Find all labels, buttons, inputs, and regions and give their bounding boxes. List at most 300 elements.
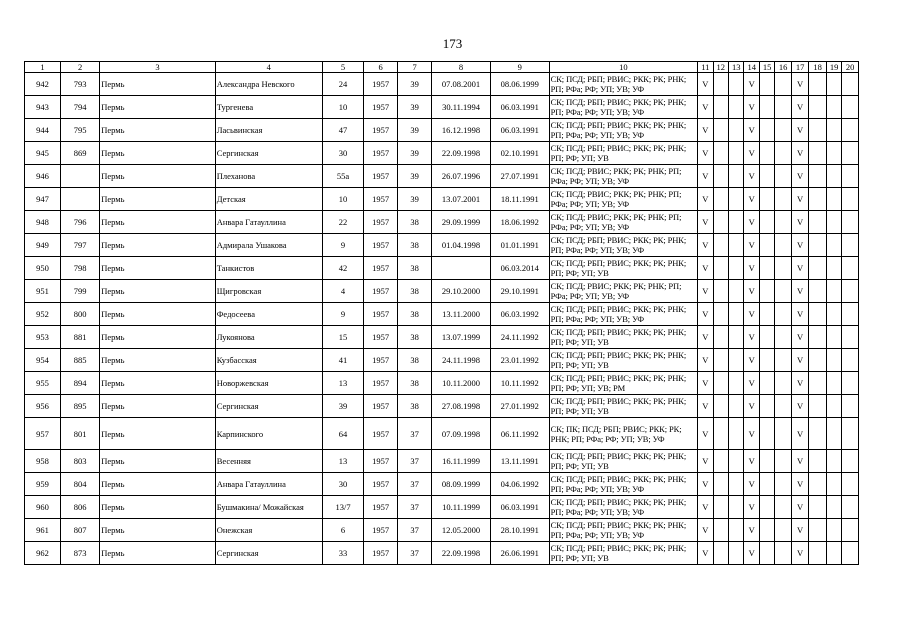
check-mark-cell: V: [698, 96, 713, 119]
column-header: 7: [398, 62, 432, 73]
check-mark-cell: V: [791, 542, 809, 565]
check-mark-cell: [842, 326, 859, 349]
check-mark-cell: [759, 450, 774, 473]
city-cell: Пермь: [100, 496, 215, 519]
check-mark-cell: [729, 119, 744, 142]
check-mark-cell: [713, 96, 728, 119]
street-cell: Анвара Гатауллина: [215, 211, 322, 234]
table-row: [25, 165, 859, 188]
street-cell: Весенняя: [215, 450, 322, 473]
check-mark-cell: V: [744, 257, 759, 280]
codes-cell: СК; ПСД; РБП; РВИС; РКК; РК; РНК; РП; РФа; РФ; УП; УВ; УФ: [549, 496, 697, 519]
year-cell: 1957: [364, 372, 398, 395]
check-mark-cell: [775, 257, 791, 280]
date-cell: 22.09.1998: [432, 542, 491, 565]
check-mark-cell: [775, 96, 791, 119]
column-7-cell: 38: [398, 234, 432, 257]
check-mark-cell: [775, 450, 791, 473]
check-mark-cell: [729, 326, 744, 349]
house-number: 9: [322, 234, 363, 257]
row-number: 944: [25, 119, 61, 142]
check-mark-cell: [713, 303, 728, 326]
city-cell: Пермь: [100, 326, 215, 349]
check-mark-cell: V: [744, 473, 759, 496]
check-mark-cell: V: [791, 188, 809, 211]
column-header: 5: [322, 62, 363, 73]
row-number: 946: [25, 165, 61, 188]
check-mark-cell: [809, 542, 827, 565]
date-cell: 27.07.1991: [490, 165, 549, 188]
check-mark-cell: [759, 257, 774, 280]
codes-cell: СК; ПСД; РБП; РВИС; РКК; РК; РНК; РП; РФа; РФ; УП; УВ; УФ: [549, 519, 697, 542]
street-cell: Онежская: [215, 519, 322, 542]
table-row: [25, 96, 859, 119]
check-mark-cell: [759, 280, 774, 303]
check-mark-cell: [809, 395, 827, 418]
street-cell: Танкистов: [215, 257, 322, 280]
codes-cell: СК; ПСД; РБП; РВИС; РКК; РК; РНК; РП; РФ; УП; УВ: [549, 395, 697, 418]
column-7-cell: 39: [398, 119, 432, 142]
check-mark-cell: V: [791, 473, 809, 496]
check-mark-cell: [775, 188, 791, 211]
check-mark-cell: [809, 519, 827, 542]
check-mark-cell: [775, 234, 791, 257]
check-mark-cell: V: [698, 211, 713, 234]
column-7-cell: 37: [398, 496, 432, 519]
check-mark-cell: [713, 372, 728, 395]
check-mark-cell: [775, 326, 791, 349]
row-number: 950: [25, 257, 61, 280]
table-row: [25, 372, 859, 395]
check-mark-cell: V: [791, 349, 809, 372]
check-mark-cell: V: [744, 188, 759, 211]
check-mark-cell: [826, 119, 841, 142]
year-cell: 1957: [364, 257, 398, 280]
codes-cell: СК; ПСД; РВИС; РКК; РК; РНК; РП; РФа; РФ; УП; УВ; УФ: [549, 188, 697, 211]
street-cell: Лукоянова: [215, 326, 322, 349]
street-cell: Анвара Гатауллина: [215, 473, 322, 496]
check-mark-cell: [809, 142, 827, 165]
year-cell: 1957: [364, 119, 398, 142]
year-cell: 1957: [364, 96, 398, 119]
check-mark-cell: V: [744, 519, 759, 542]
check-mark-cell: V: [791, 418, 809, 450]
house-number: 6: [322, 519, 363, 542]
record-number: 895: [61, 395, 100, 418]
city-cell: Пермь: [100, 165, 215, 188]
check-mark-cell: [713, 542, 728, 565]
check-mark-cell: [759, 326, 774, 349]
check-mark-cell: [842, 542, 859, 565]
house-number: 30: [322, 473, 363, 496]
check-mark-cell: [759, 142, 774, 165]
codes-cell: СК; ПСД; РВИС; РКК; РК; РНК; РП; РФа; РФ; УП; УВ; УФ: [549, 165, 697, 188]
check-mark-cell: V: [791, 372, 809, 395]
table-row: [25, 142, 859, 165]
check-mark-cell: [826, 542, 841, 565]
year-cell: 1957: [364, 165, 398, 188]
column-7-cell: 38: [398, 211, 432, 234]
column-7-cell: 37: [398, 450, 432, 473]
date-cell: 13.11.2000: [432, 303, 491, 326]
year-cell: 1957: [364, 349, 398, 372]
record-number: 881: [61, 326, 100, 349]
codes-cell: СК; ПСД; РБП; РВИС; РКК; РК; РНК; РП; РФа; РФ; УП; УВ; УФ: [549, 119, 697, 142]
check-mark-cell: [809, 165, 827, 188]
year-cell: 1957: [364, 542, 398, 565]
check-mark-cell: V: [744, 418, 759, 450]
check-mark-cell: [713, 496, 728, 519]
check-mark-cell: V: [698, 349, 713, 372]
check-mark-cell: [729, 303, 744, 326]
check-mark-cell: [729, 519, 744, 542]
check-mark-cell: V: [698, 542, 713, 565]
table-row: [25, 188, 859, 211]
check-mark-cell: [842, 280, 859, 303]
house-number: 41: [322, 349, 363, 372]
check-mark-cell: [809, 450, 827, 473]
row-number: 960: [25, 496, 61, 519]
check-mark-cell: [729, 496, 744, 519]
check-mark-cell: V: [791, 496, 809, 519]
check-mark-cell: [775, 372, 791, 395]
city-cell: Пермь: [100, 303, 215, 326]
city-cell: Пермь: [100, 519, 215, 542]
date-cell: 22.09.1998: [432, 142, 491, 165]
check-mark-cell: [775, 211, 791, 234]
date-cell: 26.06.1991: [490, 542, 549, 565]
check-mark-cell: V: [744, 211, 759, 234]
column-header: 11: [698, 62, 713, 73]
record-number: 793: [61, 73, 100, 96]
house-number: 55а: [322, 165, 363, 188]
column-header: 12: [713, 62, 728, 73]
column-header: 17: [791, 62, 809, 73]
house-number: 9: [322, 303, 363, 326]
column-header: 10: [549, 62, 697, 73]
year-cell: 1957: [364, 450, 398, 473]
city-cell: Пермь: [100, 142, 215, 165]
check-mark-cell: [809, 418, 827, 450]
check-mark-cell: [826, 395, 841, 418]
check-mark-cell: [713, 349, 728, 372]
check-mark-cell: [809, 326, 827, 349]
check-mark-cell: [809, 280, 827, 303]
date-cell: 16.12.1998: [432, 119, 491, 142]
column-7-cell: 37: [398, 519, 432, 542]
check-mark-cell: [713, 119, 728, 142]
row-number: 957: [25, 418, 61, 450]
check-mark-cell: V: [744, 450, 759, 473]
date-cell: [432, 257, 491, 280]
check-mark-cell: [775, 395, 791, 418]
check-mark-cell: [713, 73, 728, 96]
date-cell: 13.11.1991: [490, 450, 549, 473]
row-number: 952: [25, 303, 61, 326]
date-cell: 13.07.2001: [432, 188, 491, 211]
codes-cell: СК; ПСД; РБП; РВИС; РКК; РК; РНК; РП; РФ; УП; УВ: [549, 326, 697, 349]
year-cell: 1957: [364, 211, 398, 234]
check-mark-cell: [826, 473, 841, 496]
check-mark-cell: [809, 257, 827, 280]
column-header: 18: [809, 62, 827, 73]
check-mark-cell: [842, 211, 859, 234]
check-mark-cell: V: [744, 349, 759, 372]
column-header: 19: [826, 62, 841, 73]
check-mark-cell: V: [698, 280, 713, 303]
header-row: [25, 62, 859, 73]
check-mark-cell: [809, 496, 827, 519]
row-number: 954: [25, 349, 61, 372]
check-mark-cell: [842, 188, 859, 211]
check-mark-cell: [826, 280, 841, 303]
street-cell: Адмирала Ушакова: [215, 234, 322, 257]
check-mark-cell: [775, 303, 791, 326]
house-number: 64: [322, 418, 363, 450]
city-cell: Пермь: [100, 418, 215, 450]
check-mark-cell: V: [791, 73, 809, 96]
check-mark-cell: [713, 280, 728, 303]
check-mark-cell: [729, 542, 744, 565]
column-7-cell: 37: [398, 418, 432, 450]
check-mark-cell: V: [744, 96, 759, 119]
check-mark-cell: V: [698, 188, 713, 211]
column-header: 1: [25, 62, 61, 73]
table-row: [25, 280, 859, 303]
year-cell: 1957: [364, 496, 398, 519]
check-mark-cell: [826, 188, 841, 211]
row-number: 959: [25, 473, 61, 496]
record-number: 869: [61, 142, 100, 165]
column-7-cell: 38: [398, 280, 432, 303]
year-cell: 1957: [364, 280, 398, 303]
city-cell: Пермь: [100, 349, 215, 372]
row-number: 948: [25, 211, 61, 234]
date-cell: 27.01.1992: [490, 395, 549, 418]
street-cell: Кузбасская: [215, 349, 322, 372]
check-mark-cell: [759, 418, 774, 450]
column-header: 8: [432, 62, 491, 73]
check-mark-cell: [713, 418, 728, 450]
check-mark-cell: [775, 473, 791, 496]
year-cell: 1957: [364, 142, 398, 165]
house-number: 10: [322, 188, 363, 211]
city-cell: Пермь: [100, 234, 215, 257]
city-cell: Пермь: [100, 73, 215, 96]
date-cell: 04.06.1992: [490, 473, 549, 496]
check-mark-cell: V: [744, 280, 759, 303]
check-mark-cell: [729, 395, 744, 418]
date-cell: 23.01.1992: [490, 349, 549, 372]
check-mark-cell: V: [791, 326, 809, 349]
check-mark-cell: [729, 418, 744, 450]
check-mark-cell: [759, 395, 774, 418]
row-number: 953: [25, 326, 61, 349]
check-mark-cell: V: [791, 96, 809, 119]
city-cell: Пермь: [100, 450, 215, 473]
record-number: 798: [61, 257, 100, 280]
date-cell: 07.08.2001: [432, 73, 491, 96]
check-mark-cell: [775, 542, 791, 565]
check-mark-cell: [729, 349, 744, 372]
date-cell: 06.03.2014: [490, 257, 549, 280]
column-header: 16: [775, 62, 791, 73]
street-cell: Федосеева: [215, 303, 322, 326]
house-number: 22: [322, 211, 363, 234]
date-cell: 06.11.1992: [490, 418, 549, 450]
codes-cell: СК; ПК; ПСД; РБП; РВИС; РКК; РК; РНК; РП; РФа; РФ; УП; УВ; УФ: [549, 418, 697, 450]
check-mark-cell: [826, 450, 841, 473]
street-cell: Тургенева: [215, 96, 322, 119]
check-mark-cell: [713, 257, 728, 280]
check-mark-cell: [842, 395, 859, 418]
column-7-cell: 38: [398, 257, 432, 280]
register-body: [25, 73, 859, 565]
date-cell: 18.06.1992: [490, 211, 549, 234]
date-cell: 02.10.1991: [490, 142, 549, 165]
date-cell: 01.04.1998: [432, 234, 491, 257]
table-row: [25, 418, 859, 450]
check-mark-cell: V: [744, 73, 759, 96]
check-mark-cell: [729, 142, 744, 165]
year-cell: 1957: [364, 234, 398, 257]
house-number: 13: [322, 450, 363, 473]
street-cell: Карпинского: [215, 418, 322, 450]
column-header: 20: [842, 62, 859, 73]
table-row: [25, 119, 859, 142]
street-cell: Плеханова: [215, 165, 322, 188]
check-mark-cell: [842, 303, 859, 326]
city-cell: Пермь: [100, 119, 215, 142]
record-number: 799: [61, 280, 100, 303]
check-mark-cell: [775, 142, 791, 165]
record-number: 794: [61, 96, 100, 119]
codes-cell: СК; ПСД; РВИС; РКК; РК; РНК; РП; РФа; РФ; УП; УВ; УФ: [549, 211, 697, 234]
check-mark-cell: [759, 234, 774, 257]
check-mark-cell: [842, 349, 859, 372]
date-cell: 10.11.1992: [490, 372, 549, 395]
check-mark-cell: V: [698, 395, 713, 418]
column-header: 2: [61, 62, 100, 73]
date-cell: 06.03.1991: [490, 119, 549, 142]
row-number: 942: [25, 73, 61, 96]
codes-cell: СК; ПСД; РБП; РВИС; РКК; РК; РНК; РП; РФ; УП; УВ: [549, 542, 697, 565]
column-header: 9: [490, 62, 549, 73]
year-cell: 1957: [364, 519, 398, 542]
check-mark-cell: V: [791, 395, 809, 418]
street-cell: Сергинская: [215, 542, 322, 565]
check-mark-cell: [759, 211, 774, 234]
house-number: 47: [322, 119, 363, 142]
check-mark-cell: [842, 496, 859, 519]
check-mark-cell: [759, 542, 774, 565]
city-cell: Пермь: [100, 372, 215, 395]
date-cell: 08.06.1999: [490, 73, 549, 96]
column-header: 4: [215, 62, 322, 73]
column-7-cell: 39: [398, 96, 432, 119]
table-row: [25, 303, 859, 326]
city-cell: Пермь: [100, 211, 215, 234]
check-mark-cell: V: [698, 234, 713, 257]
column-7-cell: 38: [398, 372, 432, 395]
date-cell: 29.09.1999: [432, 211, 491, 234]
record-number: 796: [61, 211, 100, 234]
house-number: 10: [322, 96, 363, 119]
column-header: 6: [364, 62, 398, 73]
year-cell: 1957: [364, 188, 398, 211]
check-mark-cell: [713, 234, 728, 257]
record-number: 797: [61, 234, 100, 257]
check-mark-cell: [759, 188, 774, 211]
check-mark-cell: V: [791, 119, 809, 142]
check-mark-cell: [729, 473, 744, 496]
check-mark-cell: [826, 234, 841, 257]
row-number: 958: [25, 450, 61, 473]
check-mark-cell: [809, 96, 827, 119]
check-mark-cell: [842, 519, 859, 542]
house-number: 39: [322, 395, 363, 418]
date-cell: 10.11.2000: [432, 372, 491, 395]
column-7-cell: 39: [398, 142, 432, 165]
codes-cell: СК; ПСД; РБП; РВИС; РКК; РК; РНК; РП; РФ; УП; УВ: [549, 349, 697, 372]
street-cell: Детская: [215, 188, 322, 211]
house-number: 42: [322, 257, 363, 280]
check-mark-cell: [729, 165, 744, 188]
check-mark-cell: [759, 372, 774, 395]
table-row: [25, 234, 859, 257]
register-table: [24, 61, 859, 565]
row-number: 962: [25, 542, 61, 565]
check-mark-cell: [713, 326, 728, 349]
date-cell: 12.05.2000: [432, 519, 491, 542]
record-number: 807: [61, 519, 100, 542]
check-mark-cell: [775, 496, 791, 519]
check-mark-cell: V: [791, 519, 809, 542]
check-mark-cell: [759, 349, 774, 372]
check-mark-cell: V: [791, 165, 809, 188]
record-number: 803: [61, 450, 100, 473]
check-mark-cell: [809, 73, 827, 96]
date-cell: 16.11.1999: [432, 450, 491, 473]
column-7-cell: 39: [398, 165, 432, 188]
column-header: 15: [759, 62, 774, 73]
row-number: 949: [25, 234, 61, 257]
codes-cell: СК; ПСД; РБП; РВИС; РКК; РК; РНК; РП; РФа; РФ; УП; УВ; УФ: [549, 96, 697, 119]
check-mark-cell: [826, 496, 841, 519]
page-number: 173: [442, 36, 463, 51]
table-row: [25, 519, 859, 542]
column-7-cell: 38: [398, 395, 432, 418]
city-cell: Пермь: [100, 188, 215, 211]
codes-cell: СК; ПСД; РБП; РВИС; РКК; РК; РНК; РП; РФ; УП; УВ: [549, 450, 697, 473]
table-row: [25, 542, 859, 565]
check-mark-cell: V: [744, 119, 759, 142]
check-mark-cell: [775, 519, 791, 542]
row-number: 947: [25, 188, 61, 211]
city-cell: Пермь: [100, 473, 215, 496]
check-mark-cell: [826, 142, 841, 165]
year-cell: 1957: [364, 418, 398, 450]
date-cell: 30.11.1994: [432, 96, 491, 119]
table-row: [25, 450, 859, 473]
house-number: 13: [322, 372, 363, 395]
row-number: 943: [25, 96, 61, 119]
check-mark-cell: [713, 188, 728, 211]
date-cell: 01.01.1991: [490, 234, 549, 257]
check-mark-cell: [842, 372, 859, 395]
check-mark-cell: [826, 211, 841, 234]
check-mark-cell: V: [698, 165, 713, 188]
